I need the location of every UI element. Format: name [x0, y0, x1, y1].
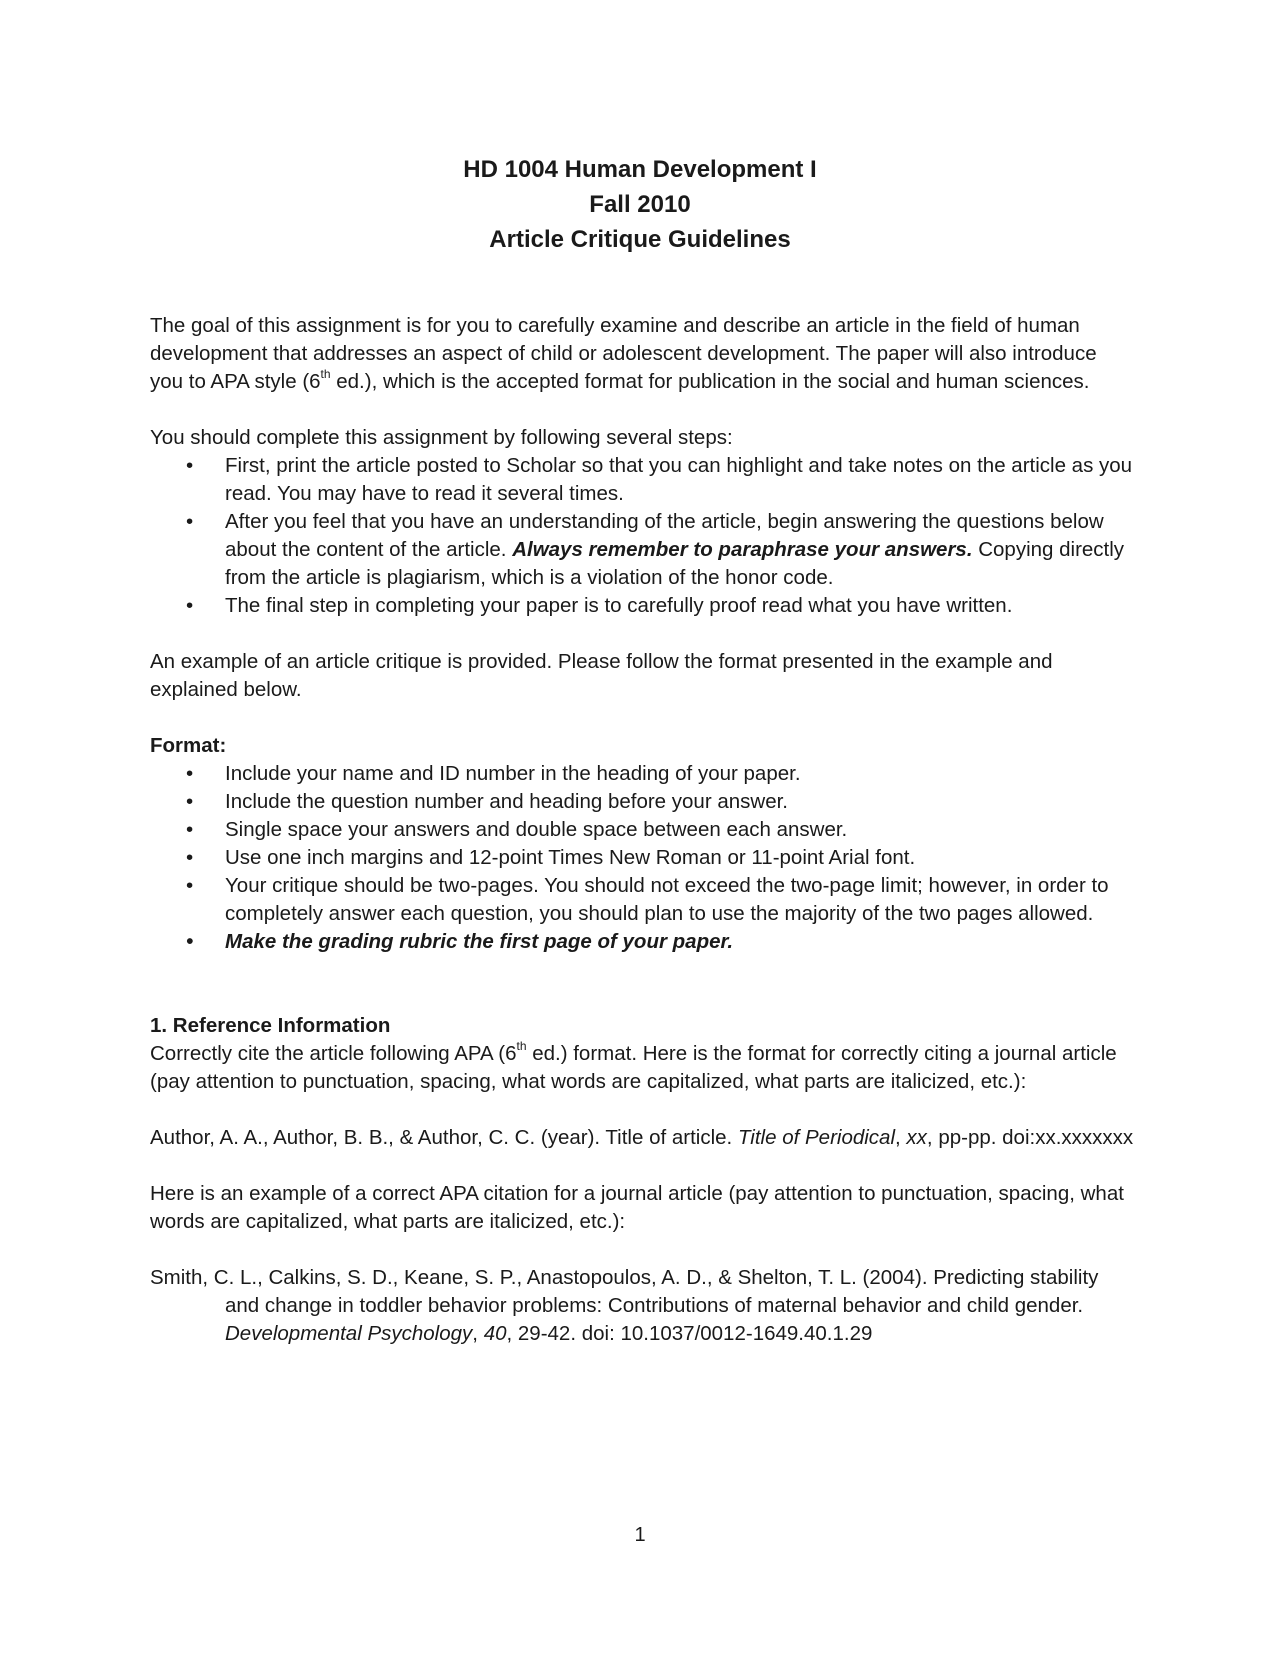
course-title: HD 1004 Human Development I [463, 156, 817, 183]
example-note: An example of an article critique is provided. Please follow the format presented in the example and explained below. [150, 650, 1053, 701]
format-list [150, 760, 1135, 956]
title-block [0, 152, 1280, 257]
list-item: • First, print the article posted to Scholar so that you can highlight and take notes on the article as you read. You may have to read it several times. [186, 454, 1133, 505]
list-item: • Your critique should be two-pages. You should not exceed the two-page limit; however, in order to completely answer each question, you should plan to use the majority of the two pages allowed. [186, 874, 1109, 925]
page-number: 1 [634, 1524, 646, 1546]
bullet-icon: • [186, 762, 194, 785]
bullet-icon: • [186, 454, 194, 477]
steps-list [150, 452, 1135, 620]
section1-paragraph: Correctly cite the article following APA (6th ed.) format. Here is the format for correctly citing a journal article (pay attention to punctuation, spacing, what words are capitalized, what parts are italicized, etc.): [150, 1039, 1117, 1093]
list-item: • The final step in completing your paper is to carefully proof read what you have written. [150, 592, 1135, 620]
bullet-icon: • [186, 790, 194, 813]
bullet-icon: • [186, 594, 194, 617]
paraphrase-emphasis: Always remember to paraphrase your answers. [512, 538, 973, 561]
steps-lead: You should complete this assignment by following several steps: [150, 426, 733, 449]
term-title: Fall 2010 [589, 191, 691, 218]
example-lead: Here is an example of a correct APA citation for a journal article (pay attention to punctuation, spacing, what words are capitalized, what parts are italicized, etc.): [150, 1182, 1124, 1233]
document-body [150, 312, 1135, 1348]
list-item: • Use one inch margins and 12-point Times New Roman or 11-point Arial font. [150, 844, 1135, 872]
bullet-icon: • [186, 874, 194, 897]
format-heading: Format: [150, 734, 227, 757]
bullet-icon: • [186, 510, 194, 533]
example-citation: Smith, C. L., Calkins, S. D., Keane, S. P., Anastopoulos, A. D., & Shelton, T. L. (2004). Predicting stability and change in toddler behavior problems: Contributions of maternal behavior and child gender. Developmental Psychology, 40, 29-42. doi: 10.1037/0012-1649.40.1.29 [150, 1266, 1099, 1345]
rubric-instruction: Make the grading rubric the first page of your paper. [225, 930, 734, 953]
intro-paragraph: The goal of this assignment is for you to carefully examine and describe an article in the field of human development that addresses an aspect of child or adolescent development. The paper will also introduce you to APA style (6th ed.), which is the accepted format for publication in the social and human sciences. [150, 314, 1097, 393]
list-item: • After you feel that you have an understanding of the article, begin answering the questions below about the content of the article. Always remember to paraphrase your answers. Copying directly from the article is plagiarism, which is a violation of the honor code. [186, 510, 1125, 589]
list-item: • Include the question number and heading before your answer. [150, 788, 1135, 816]
bullet-icon: • [186, 846, 194, 869]
list-item: • Include your name and ID number in the heading of your paper. [150, 760, 1135, 788]
section1-heading: 1. Reference Information [150, 1014, 391, 1037]
bullet-icon: • [186, 930, 194, 953]
list-item [150, 928, 1135, 956]
list-item: • Single space your answers and double space between each answer. [150, 816, 1135, 844]
bullet-icon: • [186, 818, 194, 841]
document-title: Article Critique Guidelines [489, 226, 791, 253]
citation-template: Author, A. A., Author, B. B., & Author, C. C. (year). Title of article. Title of Periodical, xx, pp-pp. doi:xx.xxxxxxx [150, 1126, 1134, 1149]
